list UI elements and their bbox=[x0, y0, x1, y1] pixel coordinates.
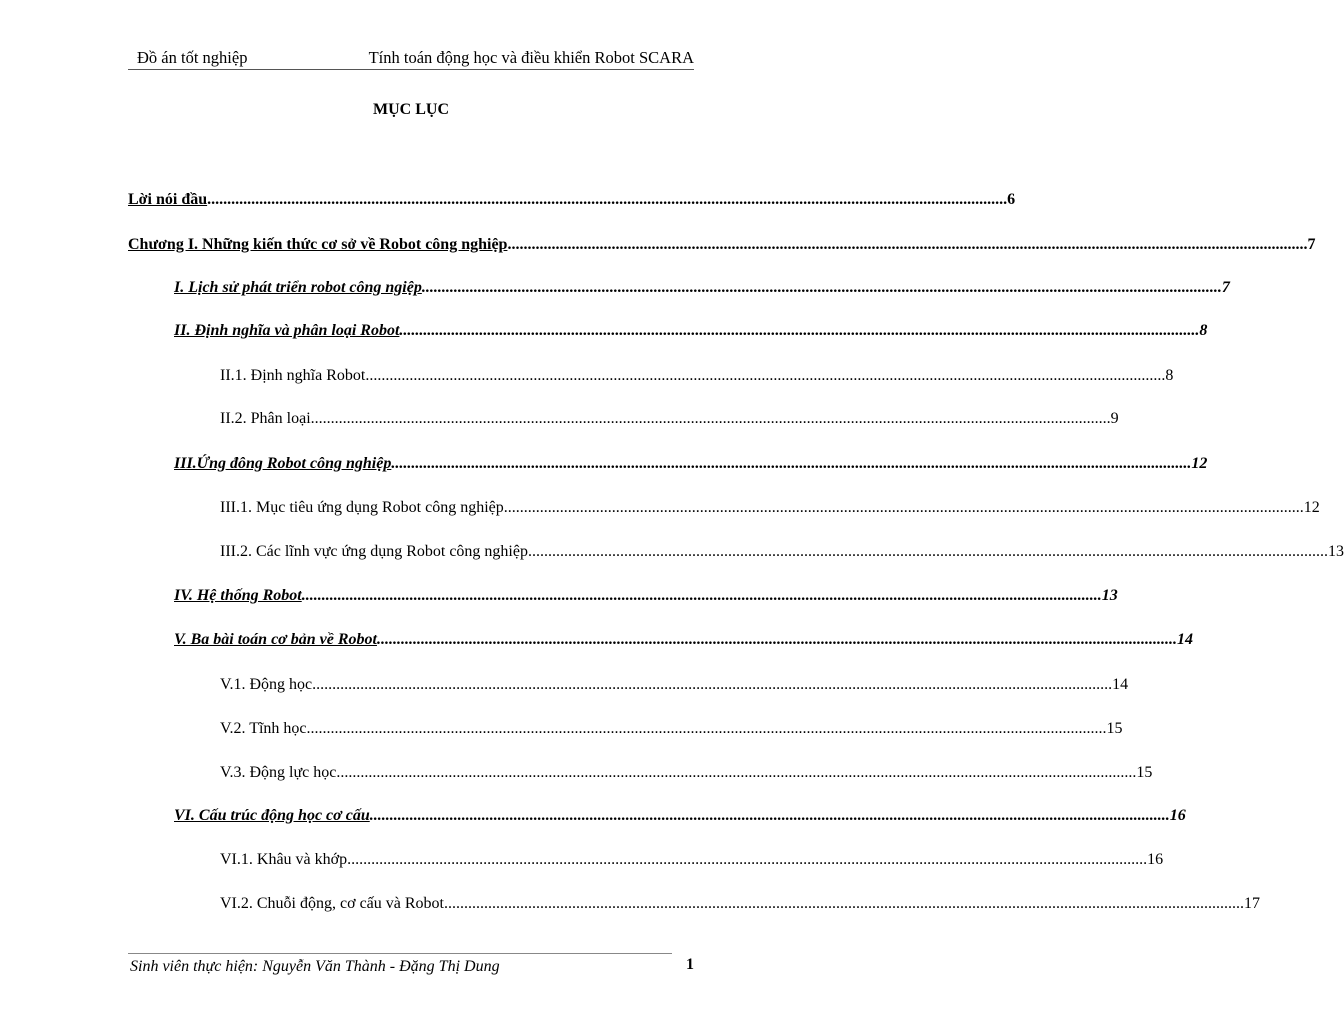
toc-entry-label: III.2. Các lĩnh vực ứng dụng Robot công nghiệp bbox=[220, 543, 528, 560]
toc-entry[interactable] bbox=[128, 188, 1016, 212]
header-right-text: Tính toán động học và điều khiển Robot SCARA bbox=[368, 48, 694, 67]
toc-entry-label: V.1. Động học bbox=[220, 676, 313, 693]
toc-entry-page: 8 bbox=[1199, 322, 1208, 339]
toc-entry-label: Lời nói đầu bbox=[128, 191, 208, 208]
toc-leader-dots: ........................................................................................................................................................................................................ bbox=[527, 543, 1328, 560]
toc-leader-dots: ........................................................................................................................................................................................................ bbox=[347, 851, 1148, 868]
toc-entry[interactable] bbox=[220, 407, 1119, 431]
toc-leader-dots: ........................................................................................................................................................................................................ bbox=[306, 720, 1107, 737]
toc-entry-page: 17 bbox=[1243, 895, 1260, 912]
toc-entry-page: 12 bbox=[1303, 499, 1320, 516]
toc-entry[interactable] bbox=[220, 540, 1344, 564]
toc-entry[interactable] bbox=[220, 892, 1260, 916]
toc-entry[interactable] bbox=[220, 717, 1123, 741]
toc-entry-page: 14 bbox=[1176, 631, 1193, 648]
toc-entry-label: II.1. Định nghĩa Robot bbox=[220, 367, 366, 384]
header-divider bbox=[128, 69, 694, 70]
toc-leader-dots: ........................................................................................................................................................................................................ bbox=[507, 236, 1308, 253]
toc-entry-page: 15 bbox=[1106, 720, 1123, 737]
toc-leader-dots: ........................................................................................................................................................................................................ bbox=[369, 807, 1170, 824]
toc-leader-dots: ........................................................................................................................................................................................................ bbox=[443, 895, 1244, 912]
toc-entry[interactable] bbox=[220, 673, 1129, 697]
toc-entry[interactable] bbox=[128, 233, 1316, 257]
toc-entry-page: 9 bbox=[1110, 410, 1119, 427]
toc-entry-page: 7 bbox=[1307, 236, 1316, 253]
toc-entry[interactable] bbox=[174, 452, 1208, 476]
toc-leader-dots: ........................................................................................................................................................................................................ bbox=[301, 587, 1102, 604]
toc-entry-page: 14 bbox=[1112, 676, 1129, 693]
header-left-text: Đồ án tốt nghiệp bbox=[137, 48, 248, 67]
toc-entry[interactable] bbox=[174, 276, 1230, 300]
toc-leader-dots: ........................................................................................................................................................................................................ bbox=[376, 631, 1177, 648]
toc-entry-page: 13 bbox=[1101, 587, 1118, 604]
toc-entry-label: V.2. Tĩnh học bbox=[220, 720, 307, 737]
toc-leader-dots: ........................................................................................................................................................................................................ bbox=[312, 676, 1113, 693]
toc-entry[interactable] bbox=[220, 496, 1320, 520]
toc-leader-dots: ........................................................................................................................................................................................................ bbox=[421, 279, 1222, 296]
toc-entry-label: III.1. Mục tiêu ứng dụng Robot công nghiệp bbox=[220, 499, 504, 516]
toc-entry-page: 15 bbox=[1136, 764, 1153, 781]
toc-entry-page: 8 bbox=[1165, 367, 1174, 384]
footer-author: Sinh viên thực hiện: Nguyễn Văn Thành - Đặng Thị Dung bbox=[130, 958, 500, 975]
toc-entry-label: V. Ba bài toán cơ bản về Robot bbox=[174, 631, 377, 648]
toc-entry-page: 12 bbox=[1191, 455, 1208, 472]
footer-divider bbox=[128, 953, 672, 954]
toc-leader-dots: ........................................................................................................................................................................................................ bbox=[207, 191, 1008, 208]
toc-entry-page: 16 bbox=[1147, 851, 1164, 868]
toc-entry[interactable] bbox=[220, 364, 1174, 388]
toc-entry-label: II. Định nghĩa và phân loại Robot bbox=[174, 322, 400, 339]
toc-leader-dots: ........................................................................................................................................................................................................ bbox=[336, 764, 1137, 781]
toc-entry[interactable] bbox=[174, 628, 1193, 652]
toc-entry-label: VI.1. Khâu và khớp bbox=[220, 851, 348, 868]
toc-entry[interactable] bbox=[174, 319, 1208, 343]
toc-entry-page: 7 bbox=[1221, 279, 1230, 296]
toc-leader-dots: ........................................................................................................................................................................................................ bbox=[399, 322, 1200, 339]
footer-page-number: 1 bbox=[686, 956, 694, 973]
toc-entry-label: V.3. Động lực học bbox=[220, 764, 337, 781]
toc-leader-dots: ........................................................................................................................................................................................................ bbox=[503, 499, 1304, 516]
toc-entry[interactable] bbox=[220, 848, 1164, 872]
toc-leader-dots: ........................................................................................................................................................................................................ bbox=[365, 367, 1166, 384]
toc-title: MỤC LỤC bbox=[373, 101, 449, 118]
toc-leader-dots: ........................................................................................................................................................................................................ bbox=[391, 455, 1192, 472]
toc-entry-label: I. Lịch sử phát triển robot công ngiệp bbox=[174, 279, 422, 296]
toc-entry[interactable] bbox=[174, 804, 1186, 828]
toc-entry-page: 16 bbox=[1169, 807, 1186, 824]
toc-leader-dots: ........................................................................................................................................................................................................ bbox=[310, 410, 1111, 427]
toc-entry[interactable] bbox=[174, 584, 1118, 608]
toc-entry-label: IV. Hệ thống Robot bbox=[174, 587, 302, 604]
toc-entry-label: II.2. Phân loại bbox=[220, 410, 311, 427]
toc-entry-page: 6 bbox=[1007, 191, 1016, 208]
page-header bbox=[128, 44, 694, 72]
toc-entry-label: VI. Cấu trúc động học cơ cấu bbox=[174, 807, 370, 824]
toc-entry[interactable] bbox=[220, 761, 1153, 785]
toc-entry-label: Chương I. Những kiến thức cơ sở về Robot công nghiệp bbox=[128, 236, 508, 253]
toc-entry-label: VI.2. Chuỗi động, cơ cấu và Robot bbox=[220, 895, 444, 912]
toc-entry-page: 13 bbox=[1327, 543, 1344, 560]
toc-entry-label: III.Ứng đông Robot công nghiệp bbox=[174, 455, 392, 472]
